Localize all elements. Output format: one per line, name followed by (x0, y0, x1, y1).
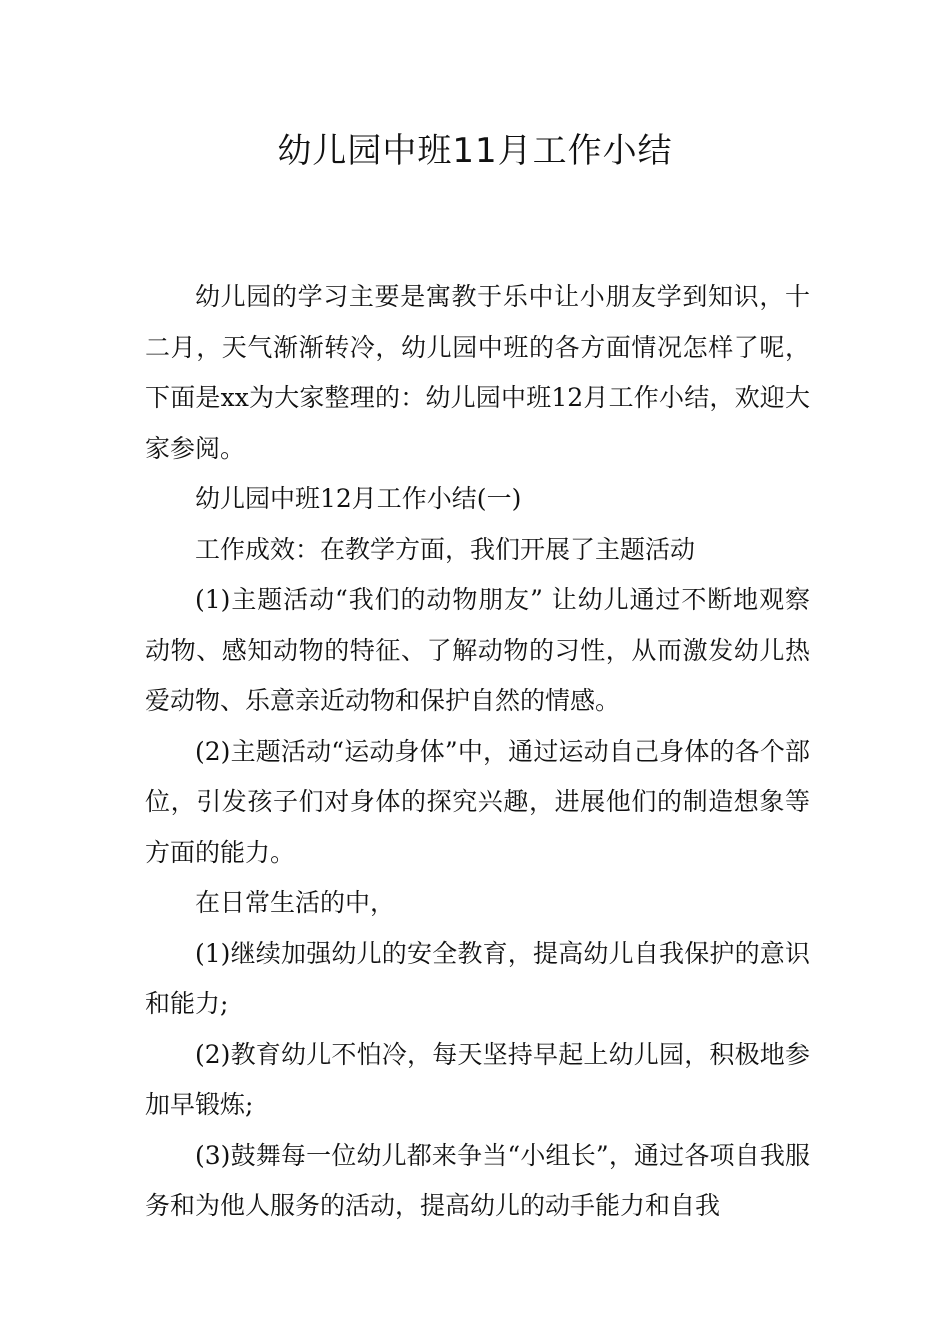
paragraph-daily-item-2: (2)教育幼儿不怕冷，每天坚持早起上幼儿园，积极地参加早锻炼; (145, 1039, 810, 1119)
paragraph-theme-activity-1: (1)主题活动“我们的动物朋友” 让幼儿通过不断地观察动物、感知动物的特征、了解动物的习性，从而激发幼儿热爱动物、乐意亲近动物和保护自然的情感。 (145, 585, 810, 715)
paragraph-intro: 幼儿园的学习主要是寓教于乐中让小朋友学到知识，十二月，天气渐渐转冷，幼儿园中班的各方面情况怎样了呢，下面是xx为大家整理的：幼儿园中班12月工作小结，欢迎大家参阅。 (145, 282, 810, 463)
document-body (145, 272, 810, 1232)
document-title: 幼儿园中班11月工作小结 (277, 131, 673, 171)
paragraph-daily-item-1: (1)继续加强幼儿的安全教育，提高幼儿自我保护的意识和能力; (145, 938, 810, 1018)
paragraph-section-heading: 幼儿园中班12月工作小结(一) (195, 484, 522, 513)
paragraph-theme-activity-2: (2)主题活动“运动身体”中，通过运动自己身体的各个部位，引发孩子们对身体的探究兴趣，进展他们的制造想象等方面的能力。 (145, 736, 810, 867)
paragraph-daily-life: 在日常生活的中， (195, 888, 396, 917)
paragraph-work-results: 工作成效：在教学方面，我们开展了主题活动 (195, 534, 696, 564)
paragraph-daily-item-3: (3)鼓舞每一位幼儿都来争当“小组长”，通过各项自我服务和为他人服务的活动，提高幼儿的动手能力和自我 (145, 1140, 810, 1220)
